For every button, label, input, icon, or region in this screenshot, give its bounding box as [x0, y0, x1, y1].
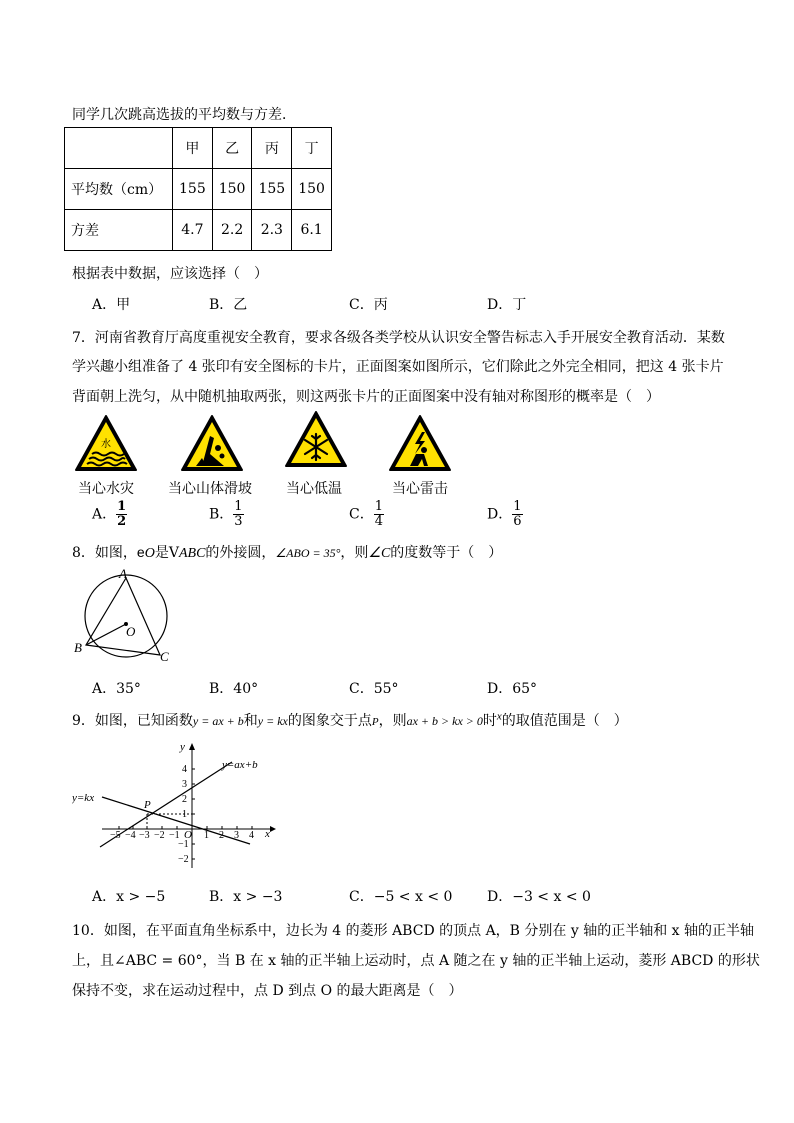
q7-option-a[interactable] [92, 500, 127, 529]
q8-text: O [144, 546, 155, 561]
table-cell: 155 [252, 169, 292, 210]
sign-label-low-temperature: 当心低温 [286, 481, 342, 497]
q9-stem [72, 710, 628, 730]
q9-text: 的图象交于点 [287, 713, 372, 729]
table-cell: 150 [212, 169, 252, 210]
q7-option-b[interactable] [209, 500, 244, 529]
x-tick-label: 1 [204, 830, 209, 841]
numerator: 1 [234, 499, 243, 514]
label-b: B [74, 640, 82, 655]
option-text: C．−5 < x < 0 [349, 889, 453, 905]
q7-option-d[interactable] [487, 500, 523, 529]
x-tick-label: 2 [219, 830, 224, 841]
q8-option-b[interactable]: B．40° [209, 681, 259, 697]
q7-line-2: 学兴趣小组准备了 4 张印有安全图标的卡片，正面图案如图所示，它们除此之外完全相同，把这 4 张卡片 [72, 359, 724, 375]
table-cell: 方差 [65, 210, 173, 251]
table-cell: 150 [292, 169, 332, 210]
variable-x: x [496, 710, 502, 723]
option-letter: A． [92, 506, 117, 523]
table-cell: 4.7 [173, 210, 213, 251]
q9-option-c[interactable] [349, 886, 452, 906]
q6-option-d[interactable]: D．丁 [487, 297, 527, 313]
q9-text: 时 [482, 713, 497, 729]
q7-option-c[interactable] [349, 500, 384, 529]
svg-text:水: 水 [101, 439, 111, 450]
table-cell: 平均数（cm） [65, 169, 173, 210]
fraction [374, 500, 384, 529]
denominator: 4 [374, 514, 383, 529]
data-table [64, 127, 332, 251]
option-letter: D． [487, 506, 513, 523]
label-c: C [160, 649, 169, 664]
table-cell: 2.2 [212, 210, 252, 251]
table-row [65, 210, 332, 251]
q7-line-3: 背面朝上洗匀，从中随机抽取两张，则这两张卡片的正面图案中没有轴对称图形的概率是（ ） [72, 389, 660, 405]
function-graph [72, 740, 282, 870]
q8-option-d[interactable]: D．65° [487, 681, 538, 697]
function-2: y = kx [257, 714, 288, 728]
x-tick-label: −3 [139, 830, 150, 841]
table-row [65, 169, 332, 210]
denominator: 3 [234, 514, 243, 529]
flood-warning-icon [74, 414, 138, 472]
x-tick-label: −2 [154, 830, 165, 841]
q9-text: 的取值范围是（ ） [501, 713, 628, 729]
intro-text: 同学几次跳高选拔的平均数与方差． [72, 107, 296, 123]
sign-label-landslide: 当心山体滑坡 [168, 481, 252, 497]
y-tick-label: 1 [182, 809, 187, 820]
table-cell: 6.1 [292, 210, 332, 251]
q8-text: ，则 [340, 545, 369, 561]
q8-text: ABC [178, 546, 206, 561]
table-header-cell: 丁 [292, 128, 332, 169]
table-header-row [65, 128, 332, 169]
q9-option-d[interactable] [487, 886, 591, 906]
numerator: 1 [374, 499, 383, 514]
q6-prompt: 根据表中数据，应该选择（ ） [72, 266, 268, 282]
label-a: A [119, 566, 127, 581]
sign-label-flood: 当心水灾 [78, 481, 134, 497]
y-tick-label: −2 [178, 854, 189, 865]
label-line-1: y=ax+b [222, 759, 258, 771]
x-tick-label: −1 [169, 830, 180, 841]
q8-stem [72, 542, 502, 562]
table-header-cell: 甲 [173, 128, 213, 169]
circumcircle [85, 575, 167, 657]
q8-text: 8．如图， [72, 545, 137, 561]
triangle-abc [86, 578, 160, 655]
low-temperature-warning-icon [284, 410, 348, 468]
denominator: 6 [513, 514, 522, 529]
point-p: P [371, 716, 379, 728]
table-header-cell: 乙 [212, 128, 252, 169]
option-text: D．−3 < x < 0 [487, 889, 591, 905]
option-text: B．x > −3 [209, 889, 283, 905]
q8-text: 的度数等于（ ） [390, 545, 503, 561]
x-tick-label: 3 [234, 830, 239, 841]
y-tick-label: 4 [182, 764, 187, 775]
q6-option-a[interactable]: A．甲 [92, 297, 131, 313]
q9-option-b[interactable] [209, 886, 282, 906]
angle-expression: ∠ABO = 35° [275, 546, 341, 560]
label-x-axis: x [265, 828, 270, 840]
circumcircle-figure [72, 566, 176, 666]
denominator: 2 [117, 514, 127, 529]
option-text: A．x > −5 [92, 889, 166, 905]
numerator: 1 [513, 499, 522, 514]
q10-line-1: 10．如图，在平面直角坐标系中，边长为 4 的菱形 ABCD 的顶点 A，B 分别在 y 轴的正半轴和 x 轴的正半轴 [72, 923, 755, 939]
fraction [233, 500, 243, 529]
q10-line-3: 保持不变，求在运动过程中，点 D 到点 O 的最大距离是（ ） [72, 983, 463, 999]
x-axis-arrow [270, 826, 276, 832]
q8-text: 是 [154, 545, 169, 561]
landslide-warning-icon [180, 414, 244, 472]
label-origin: O [184, 829, 192, 841]
x-tick-label: −4 [125, 830, 136, 841]
triangle-symbol: V [168, 545, 179, 561]
q7-line-1: 7．河南省教育厅高度重视安全教育，要求各级各类学校从认识安全警告标志入手开展安全教育活动．某数 [72, 330, 725, 346]
q6-option-b[interactable]: B．乙 [209, 297, 248, 313]
numerator: 1 [117, 499, 127, 514]
q9-text: 和 [243, 713, 258, 729]
function-1: y = ax + b [192, 714, 244, 728]
table-cell: 155 [173, 169, 213, 210]
q8-text: 的外接圆， [205, 545, 276, 561]
label-y-axis: y [180, 741, 185, 753]
sign-label-lightning: 当心雷击 [392, 481, 448, 497]
lightning-warning-icon [388, 414, 452, 472]
label-o: O [126, 624, 136, 639]
q6-option-c[interactable]: C．丙 [349, 297, 388, 313]
table-cell: 2.3 [252, 210, 292, 251]
angle-c: ∠C [368, 546, 391, 561]
q10-line-2: 上，且∠ABC = 60°，当 B 在 x 轴的正半轴上运动时，点 A 随之在 y 轴的正半轴上运动，菱形 ABCD 的形状 [72, 953, 760, 969]
q9-text: ，则 [378, 713, 407, 729]
q9-option-a[interactable] [92, 886, 165, 906]
option-letter: B． [209, 506, 234, 523]
x-tick-label: −5 [110, 830, 121, 841]
inequality: ax + b > kx > 0 [406, 714, 483, 728]
q9-text: 9．如图，已知函数 [72, 713, 193, 729]
table-header-cell: 丙 [252, 128, 292, 169]
circle-symbol: e [136, 544, 145, 560]
fraction [116, 500, 127, 529]
fraction [512, 500, 522, 529]
x-tick-label: 4 [249, 830, 254, 841]
y-tick-label: 2 [182, 794, 187, 805]
table-cell [65, 128, 173, 169]
y-tick-label: −1 [178, 839, 189, 850]
q8-option-a[interactable]: A．35° [92, 681, 141, 697]
y-axis-arrow [189, 743, 195, 750]
label-point-p: P [144, 799, 151, 811]
label-line-2: y=kx [72, 792, 95, 804]
option-letter: C． [349, 506, 374, 523]
y-tick-label: 3 [182, 779, 187, 790]
q8-option-c[interactable]: C．55° [349, 681, 399, 697]
